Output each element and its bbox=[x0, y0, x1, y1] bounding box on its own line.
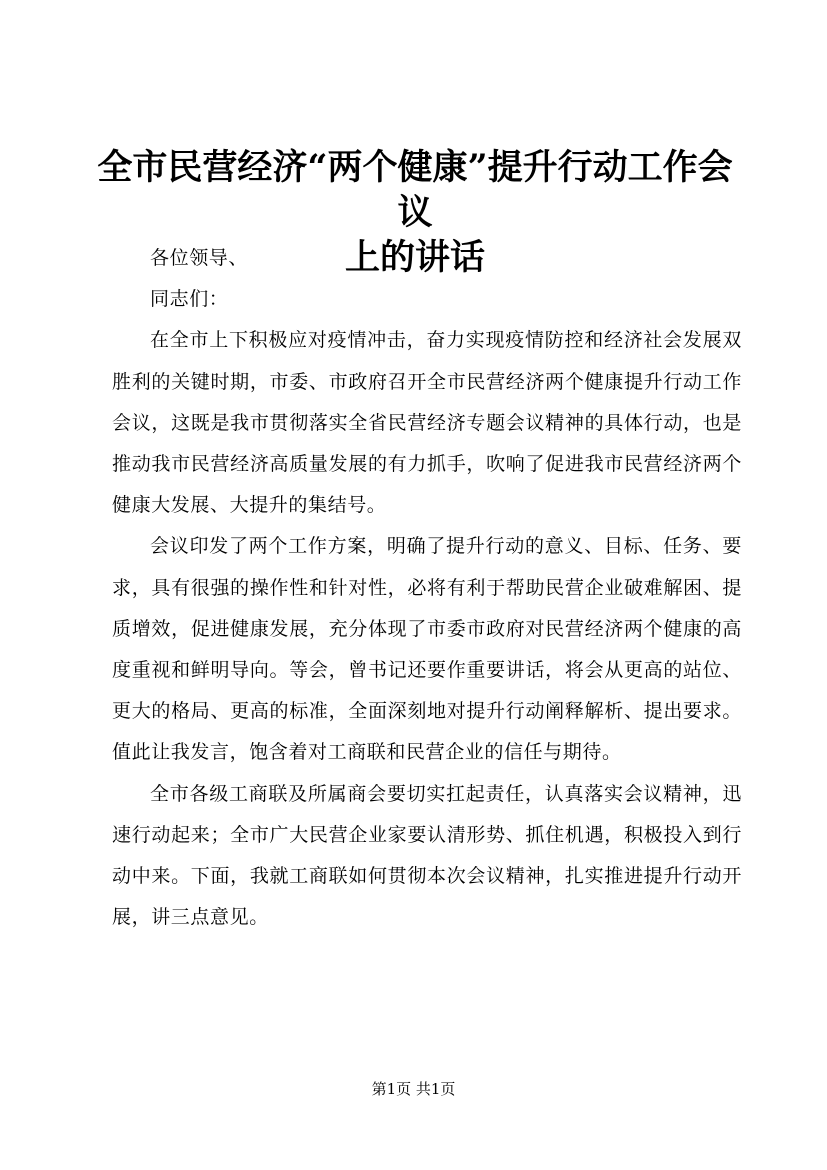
title-line-1: 全市民营经济“两个健康”提升行动工作会议 bbox=[97, 147, 733, 233]
document-body bbox=[112, 238, 742, 938]
body-paragraph: 会议印发了两个工作方案，明确了提升行动的意义、目标、任务、要求，具有很强的操作性和针对性，必将有利于帮助民营企业破难解困、提质增效，促进健康发展，充分体现了市委市政府对民营经济两个健康的高度重视和鲜明导向。等会，曾书记还要作重要讲话，将会从更高的站位、更大的格局、更高的标准，全面深刻地对提升行动阐释解析、提出要求。值此让我发言，饱含着对工商联和民营企业的信任与期待。 bbox=[112, 535, 742, 764]
body-paragraph: 全市各级工商联及所属商会要切实扛起责任，认真落实会议精神，迅速行动起来；全市广大民营企业家要认清形势、抓住机遇，积极投入到行动中来。下面，我就工商联如何贯彻本次会议精神，扎实推进提升行动开展，讲三点意见。 bbox=[112, 782, 742, 929]
title-line-2: 上的讲话 bbox=[344, 237, 485, 278]
salutation-line-2: 同志们： bbox=[150, 288, 229, 311]
body-paragraph: 在全市上下积极应对疫情冲击，奋力实现疫情防控和经济社会发展双胜利的关键时期，市委、市政府召开全市民营经济两个健康提升行动工作会议，这既是我市贯彻落实全省民营经济专题会议精神的具体行动，也是推动我市民营经济高质量发展的有力抓手，吹响了促进我市民营经济两个健康大发展、大提升的集结号。 bbox=[112, 329, 742, 517]
page-footer: 第1页 共1页 bbox=[371, 1080, 456, 1098]
salutation-line-1: 各位领导、 bbox=[150, 247, 249, 269]
